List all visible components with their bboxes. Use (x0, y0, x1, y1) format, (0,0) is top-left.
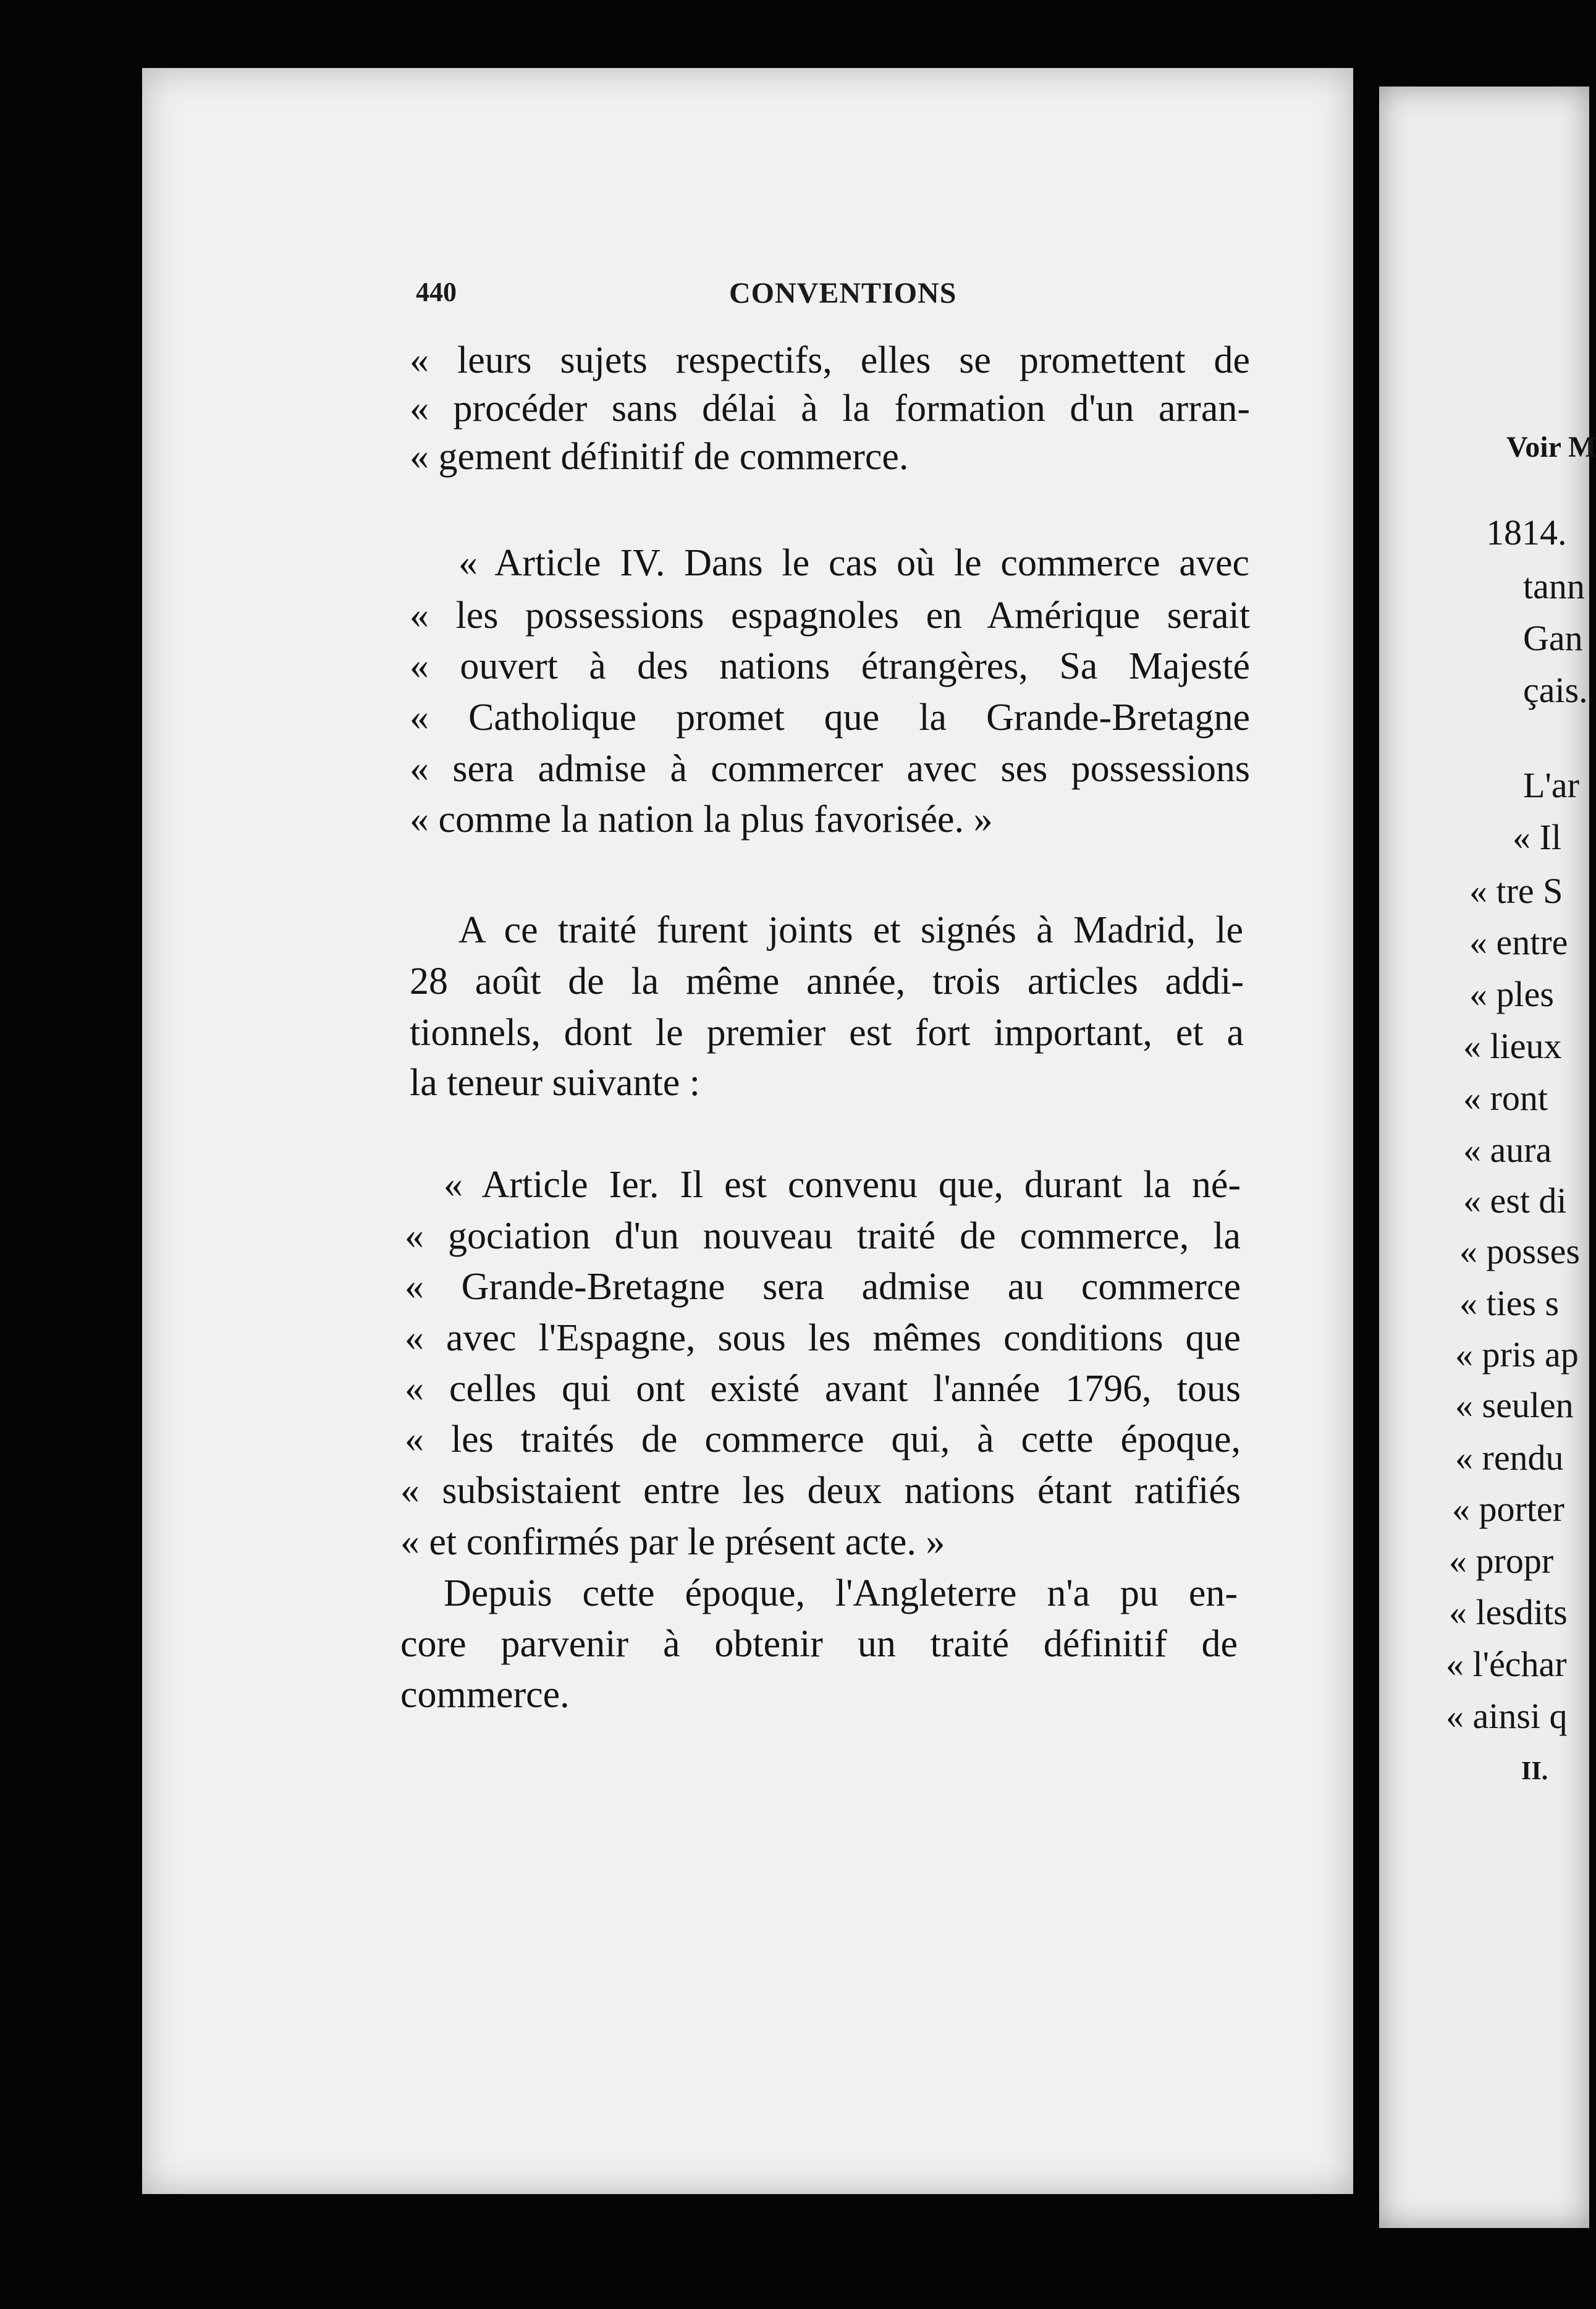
running-title: CONVENTIONS (729, 277, 957, 310)
right-page-line: « ties s (1459, 1283, 1560, 1323)
right-page-line: « posses (1459, 1231, 1580, 1271)
right-page-line: « seulen (1455, 1385, 1574, 1425)
text-line: « procéder sans délai à la formation d'un arran- (410, 388, 1250, 430)
text-line: « leurs sujets respectifs, elles se promettent de (410, 339, 1250, 381)
text-line: « Article IV. Dans le cas où le commerce avec (458, 542, 1249, 584)
left-page (142, 68, 1353, 2194)
page-number: 440 (416, 277, 457, 307)
text-line: « subsistaient entre les deux nations étant ratifiés (400, 1470, 1241, 1512)
text-line: commerce. (400, 1674, 570, 1716)
right-page-line: L'ar (1523, 765, 1579, 805)
right-page-line: « ainsi q (1446, 1696, 1568, 1736)
text-line: « gement définitif de commerce. (410, 436, 909, 478)
text-line: la teneur suivante : (410, 1062, 700, 1104)
text-line: « les possessions espagnoles en Amérique serait (410, 595, 1250, 637)
text-line: « Catholique promet que la Grande-Bretagne (410, 697, 1250, 739)
right-page-line: « aura (1463, 1130, 1552, 1170)
text-line: Depuis cette époque, l'Angleterre n'a pu en- (444, 1572, 1238, 1614)
text-line: « Article Ier. Il est convenu que, durant la né- (444, 1164, 1241, 1206)
text-line: « ouvert à des nations étrangères, Sa Majesté (410, 645, 1250, 687)
right-page-line: 1814. (1486, 512, 1567, 553)
text-line: « celles qui ont existé avant l'année 1796, tous (405, 1368, 1241, 1410)
text-line: core parvenir à obtenir un traité définitif de (400, 1623, 1238, 1665)
right-page-line: « rendu (1455, 1438, 1564, 1478)
right-page-line: « ples (1469, 974, 1554, 1014)
text-line: « les traités de commerce qui, à cette époque, (405, 1418, 1241, 1460)
right-page-line: « Il (1513, 817, 1561, 857)
right-page-line: « est di (1463, 1180, 1567, 1221)
right-page-line: « l'échar (1446, 1644, 1567, 1684)
text-line: « sera admise à commercer avec ses possessions (410, 748, 1250, 790)
text-line: A ce traité furent joints et signés à Madrid, le (458, 909, 1243, 951)
text-line: « et confirmés par le présent acte. » (400, 1521, 945, 1563)
right-page-line: « propr (1449, 1541, 1554, 1581)
right-page-line: « lesdits (1449, 1592, 1568, 1632)
text-line: tionnels, dont le premier est fort important, et a (410, 1012, 1244, 1054)
right-page-line: çais. (1523, 670, 1588, 710)
text-line: « gociation d'un nouveau traité de commerce, la (405, 1215, 1241, 1257)
right-page-line: « pris ap (1455, 1334, 1579, 1375)
right-page-line: Voir M (1506, 431, 1596, 464)
right-page-line: « tre S (1469, 871, 1563, 911)
right-page-line: « porter (1452, 1489, 1564, 1529)
right-page-line: II. (1521, 1757, 1548, 1786)
text-line: « comme la nation la plus favorisée. » (410, 799, 993, 841)
text-line: 28 août de la même année, trois articles addi- (410, 960, 1244, 1002)
text-line: « Grande-Bretagne sera admise au commerce (405, 1266, 1241, 1308)
right-page-line: « lieux (1463, 1026, 1562, 1066)
right-page-line: « ront (1463, 1078, 1548, 1118)
right-page-line: Gan (1523, 618, 1583, 658)
right-page-line: tann (1523, 566, 1585, 606)
right-page-line: « entre (1469, 922, 1568, 962)
text-line: « avec l'Espagne, sous les mêmes conditions que (405, 1317, 1241, 1359)
